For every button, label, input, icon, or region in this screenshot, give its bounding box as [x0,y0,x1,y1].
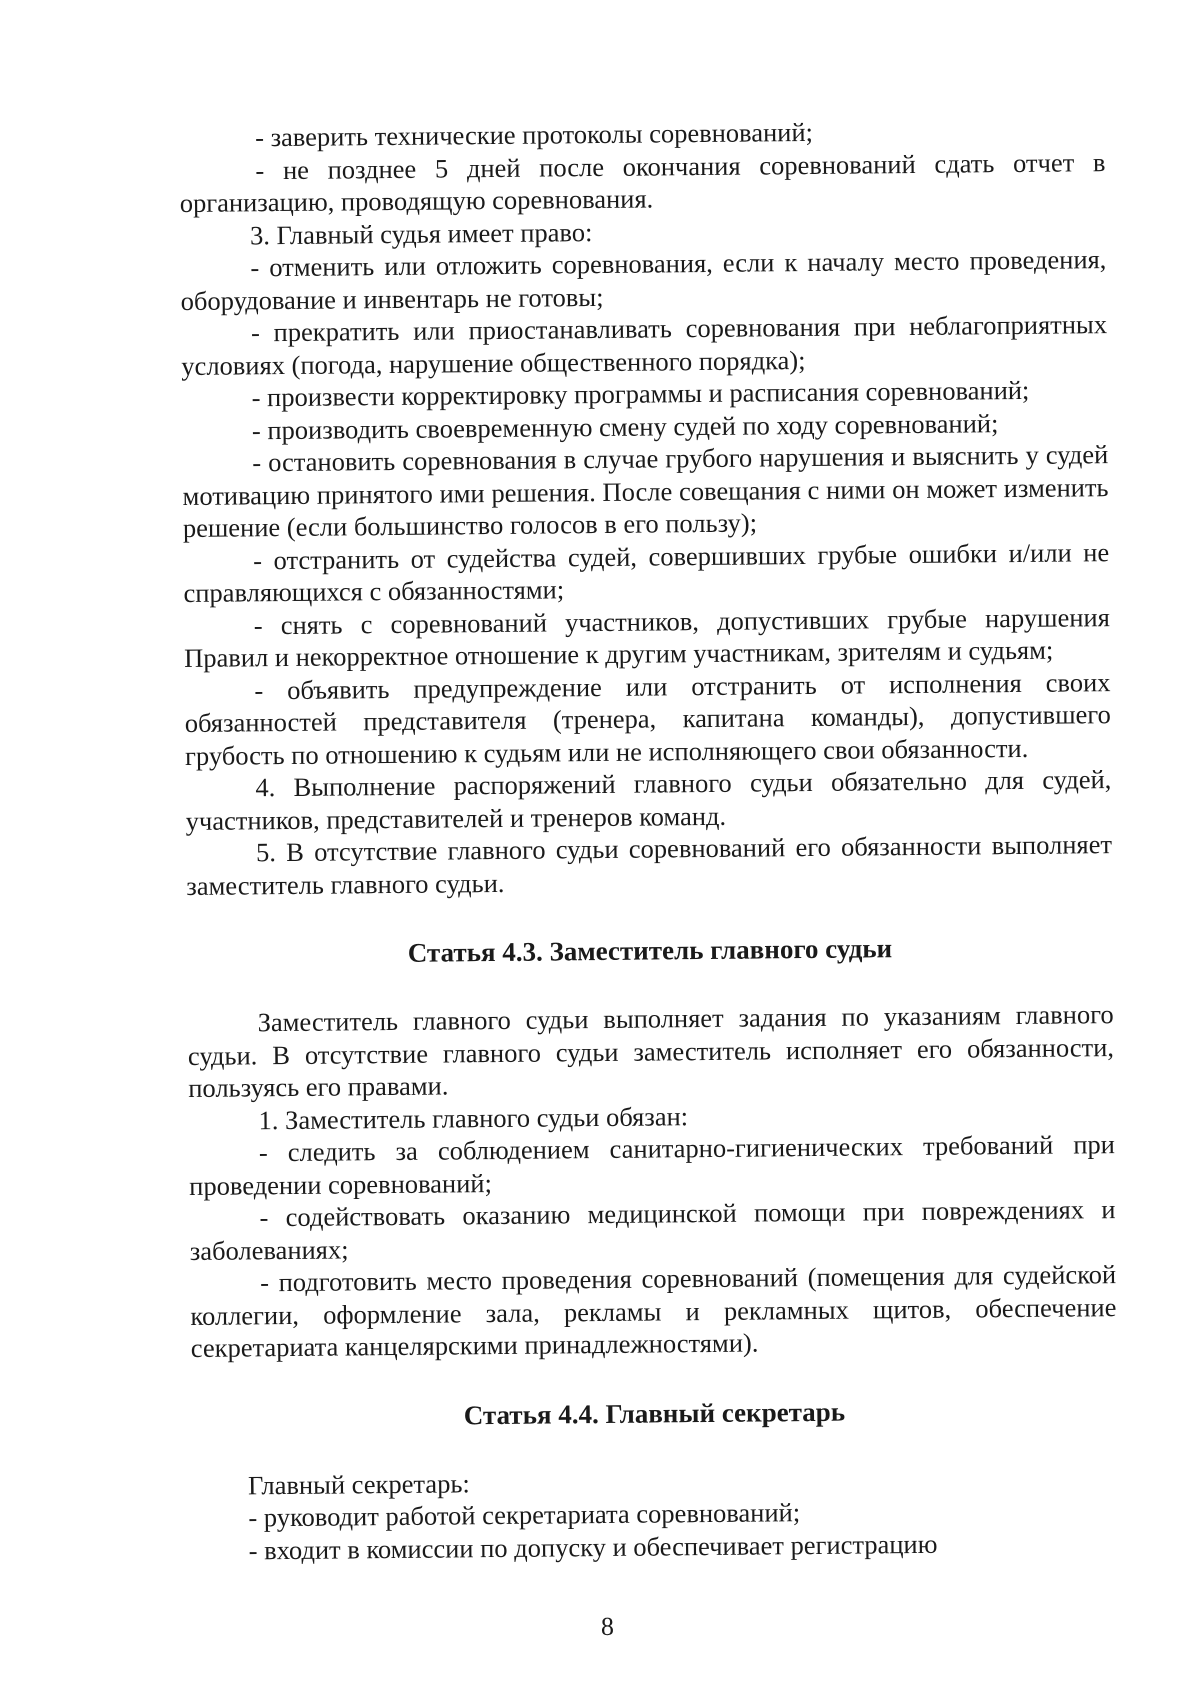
paragraph: - произвести корректировку программы и расписания соревнований; [251,374,1030,413]
paragraph: - входит в комиссии по допуску и обеспечивает регистрацию [248,1528,938,1565]
paragraph: 5. В отсутствие главного судьи соревнований его обязанности выполняет заместитель главного судьи. [186,829,1113,901]
paragraph: Заместитель главного судьи выполняет задания по указаниям главного судьи. В отсутствие главного судьи заместитель исполняет его обязанности, пользуясь его правами. [187,999,1115,1103]
paragraph: - производить своевременную смену судей по ходу соревнований; [251,407,999,445]
paragraph: 1. Заместитель главного судьи обязан: [258,1100,689,1135]
paragraph: - отстранить от судейства судей, совершивших грубые ошибки и/или не справляющихся с обязанностями; [183,536,1110,608]
paragraph: 3. Главный судья имеет право: [249,216,593,250]
paragraph: - не позднее 5 дней после окончания соревнований сдать отчет в организацию, проводящую соревнования. [179,146,1106,219]
paragraph: - заверить технические протоколы соревнований; [255,116,814,153]
article-4-3-title: Статья 4.3. Заместитель главного судьи [407,933,893,968]
article-4-4-title: Статья 4.4. Главный секретарь [463,1396,846,1430]
section-top [179,113,1112,902]
paragraph: - отменить или отложить соревнования, если к началу место проведения, оборудование и инвентарь не готовы; [180,244,1107,316]
paragraph: - объявить предупреждение или отстранить от исполнения своих обязанностей представителя (тренера, капитана команды), допустившего грубость по отношению к судьям или не исполняющего свои обязанности. [184,666,1111,771]
paragraph: - подготовить место проведения соревнований (помещения для судейской коллегии, оформление зала, рекламы и рекламных щитов, обеспечение секретариата канцелярскими принадлежностями). [190,1259,1117,1363]
article-4-3-body [187,998,1116,1364]
paragraph: - следить за соблюдением санитарно-гигиенических требований при проведении соревнований; [189,1129,1116,1201]
article-4-4-body [192,1461,1119,1567]
paragraph: 4. Выполнение распоряжений главного судьи обязательно для судей, участников, представителей и тренеров команд. [185,764,1112,836]
paragraph: - снять с соревнований участников, допустивших грубые нарушения Правил и некорректное отношение к другим участникам, зрителям и судьям; [184,601,1110,673]
paragraph: - содействовать оказанию медицинской помощи при повреждениях и заболеваниях; [189,1194,1116,1266]
paragraph: - остановить соревнования в случае грубого нарушения и выяснить у судей мотивацию принятого ими решения. После совещания с ними он может изменить решение (если большинство голосов в его пользу); [182,439,1109,543]
paragraph: - руководит работой секретариата соревнований; [248,1497,801,1533]
paragraph: Главный секретарь: [247,1467,470,1500]
page-number: 8 [600,1611,615,1642]
paragraph: - прекратить или приостанавливать соревнования при неблагоприятных условиях (погода, нарушение общественного порядка); [181,309,1108,381]
